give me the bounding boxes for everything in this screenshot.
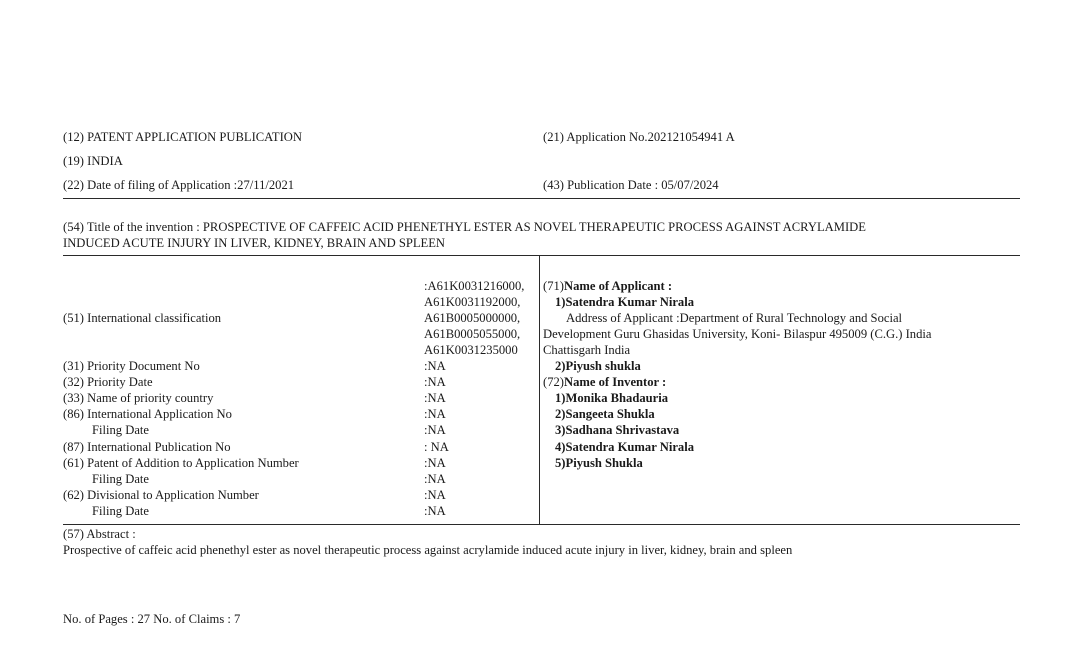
intl-class-value: A61K0031192000, [424,295,521,309]
abstract-text: Prospective of caffeic acid phenethyl ester as novel therapeutic process against acrylamide induced acute injury in liver, kidney, brain and spleen [63,543,793,557]
publication-date: (43) Publication Date : 05/07/2024 [543,178,719,192]
pages-claims: No. of Pages : 27 No. of Claims : 7 [63,612,241,626]
header-divider [63,198,1020,199]
country: (19) INDIA [63,154,123,168]
field-label: (61) Patent of Addition to Application Number [63,456,299,470]
field-label: Filing Date [92,504,150,518]
inventor-heading: (72)Name of Inventor : [543,375,667,389]
applicant-address: Chattisgarh India [543,343,631,357]
filing-date: (22) Date of filing of Application :27/11/2021 [63,178,295,192]
column-divider [539,256,540,524]
field-value: :NA [424,423,446,437]
intl-class-value: A61K0031235000 [424,343,518,357]
inventor-name: 2)Sangeeta Shukla [555,407,655,421]
field-label: (87) International Publication No [63,440,231,454]
field-label: Filing Date [92,423,150,437]
intl-class-value: :A61K0031216000, [424,279,525,293]
field-value: :NA [424,504,446,518]
title-divider [63,255,1020,256]
intl-class-value: A61B0005055000, [424,327,521,341]
intl-class-value: A61B0005000000, [424,311,521,325]
field-value: :NA [424,456,446,470]
applicant-heading: (71)Name of Applicant : [543,279,673,293]
field-value: :NA [424,472,446,486]
field-label: (31) Priority Document No [63,359,200,373]
applicant-address: Address of Applicant :Department of Rural Technology and Social [566,311,903,325]
intl-class-label: (51) International classification [63,311,222,325]
field-value: :NA [424,375,446,389]
publication-type: (12) PATENT APPLICATION PUBLICATION [63,130,302,144]
field-value: :NA [424,407,446,421]
inventor-name: 3)Sadhana Shrivastava [555,423,680,437]
inventor-name: 1)Monika Bhadauria [555,391,669,405]
invention-title-line1: (54) Title of the invention : PROSPECTIVE OF CAFFEIC ACID PHENETHYL ESTER AS NOVEL THERAPEUTIC PROCESS AGAINST ACRYLAMIDE [63,220,866,234]
application-number: (21) Application No.202121054941 A [543,130,735,144]
field-value: :NA [424,391,446,405]
applicant-name: 2)Piyush shukla [555,359,641,373]
abstract-label: (57) Abstract : [63,527,136,541]
inventor-name: 4)Satendra Kumar Nirala [555,440,695,454]
field-label: (32) Priority Date [63,375,153,389]
field-value: : NA [424,440,449,454]
invention-title-line2: INDUCED ACUTE INJURY IN LIVER, KIDNEY, BRAIN AND SPLEEN [63,236,446,250]
field-label: Filing Date [92,472,150,486]
field-label: (86) International Application No [63,407,232,421]
field-label: (33) Name of priority country [63,391,214,405]
applicant-name: 1)Satendra Kumar Nirala [555,295,695,309]
abstract-divider [63,524,1020,525]
field-value: :NA [424,359,446,373]
field-label: (62) Divisional to Application Number [63,488,259,502]
field-value: :NA [424,488,446,502]
applicant-address: Development Guru Ghasidas University, Koni- Bilaspur 495009 (C.G.) India [543,327,932,341]
inventor-name: 5)Piyush Shukla [555,456,643,470]
